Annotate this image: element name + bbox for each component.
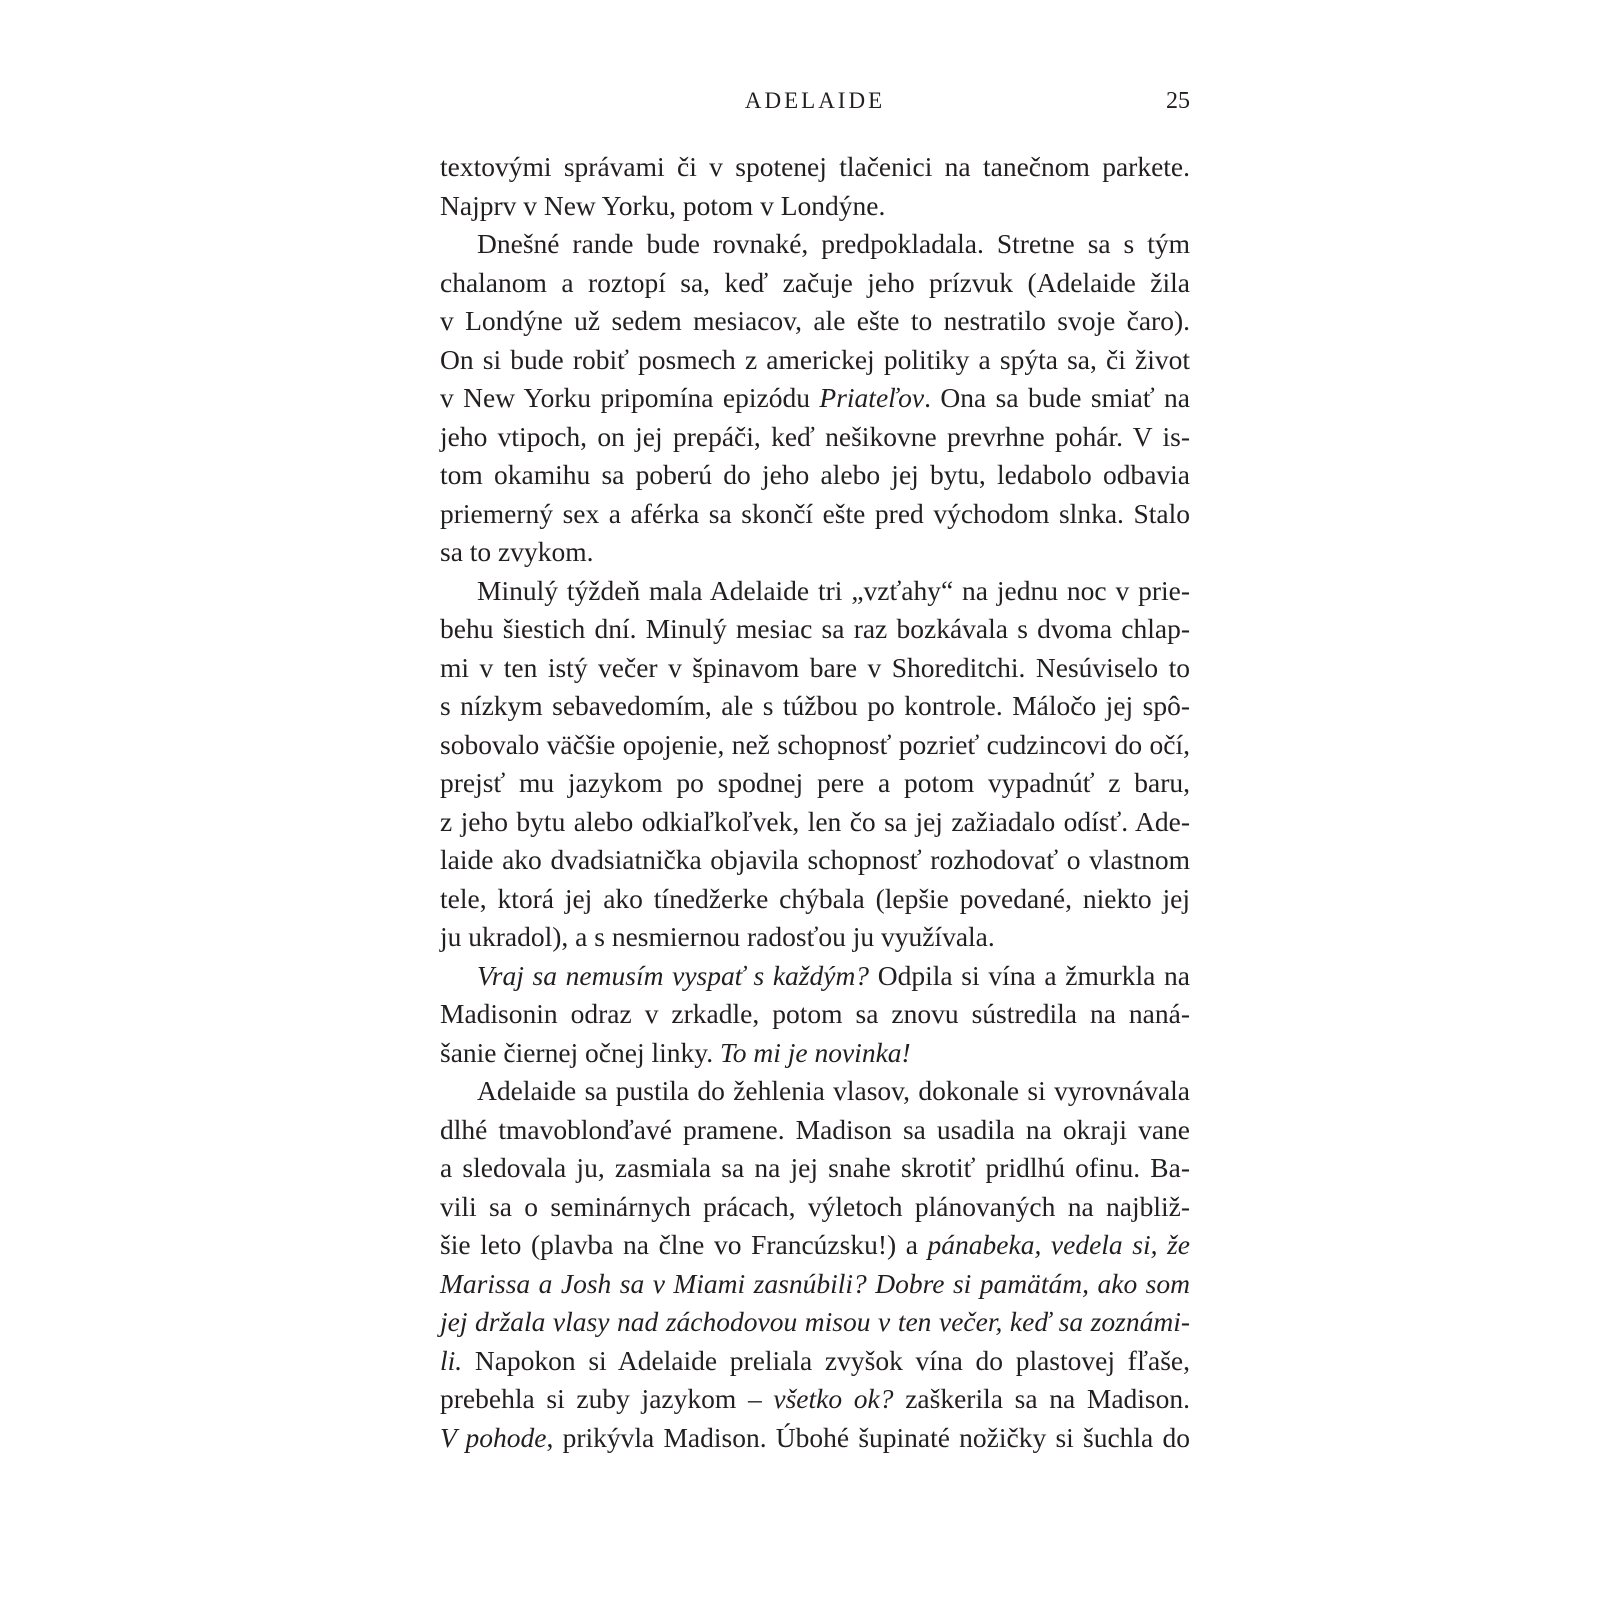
text-run: s nízkym sebavedomím, ale s túžbou po kontrole. Máločo jej spô- [440, 690, 1190, 721]
text-line [440, 1226, 1190, 1265]
text-run: ju ukradol), a s nesmiernou radosťou ju využívala. [440, 921, 995, 952]
text-line [440, 995, 1190, 1034]
text-line [440, 1419, 1190, 1458]
text-run: behu šiestich dní. Minulý mesiac sa raz bozkávala s dvoma chlap- [440, 613, 1190, 644]
text-line [440, 610, 1190, 649]
text-run: Napokon si Adelaide preliala zvyšok vína do plastovej fľaše, [462, 1344, 1190, 1376]
italic-text: pánabeka, vedela si, že [927, 1229, 1190, 1260]
text-line [440, 456, 1190, 495]
italic-text: Marissa a Josh sa v Miami zasnúbili? Dobre si pamätám, ako som [440, 1267, 1190, 1299]
text-run: z jeho bytu alebo odkiaľkoľvek, len čo sa jej zažiadalo odísť. Ade- [440, 805, 1190, 837]
italic-text: jej držala vlasy nad záchodovou misou v ten večer, keď sa zoznámi- [440, 1306, 1190, 1337]
italic-text: To mi je novinka! [719, 1036, 911, 1068]
italic-text: Priateľov [819, 382, 925, 413]
text-line [440, 187, 1190, 226]
text-line [440, 533, 1190, 572]
text-run: chalanom a roztopí sa, keď začuje jeho prízvuk (Adelaide žila [440, 266, 1190, 298]
text-line [440, 1072, 1190, 1111]
text-run: jeho vtipoch, on jej prepáči, keď nešikovne prevrhne pohár. V is- [440, 420, 1190, 452]
text-line [440, 1265, 1190, 1304]
text-run: Madisonin odraz v zrkadle, potom sa znovu sústredila na naná- [440, 998, 1190, 1029]
text-run: prejsť mu jazykom po spodnej pere a potom vypadnúť z baru, [440, 767, 1190, 798]
text-run: tele, ktorá jej ako tínedžerke chýbala (lepšie povedané, niekto jej [440, 882, 1190, 914]
text-run: sa to zvykom. [440, 536, 594, 567]
text-run: . Ona sa bude smiať na [924, 382, 1190, 413]
text-run: sobovalo väčšie opojenie, než schopnosť pozrieť cudzincovi do očí, [440, 728, 1190, 760]
text-run: tom okamihu sa poberú do jeho alebo jej bytu, ledabolo odbavia [440, 459, 1190, 490]
text-line [440, 1380, 1190, 1419]
text-run: On si bude robiť posmech z americkej politiky a spýta sa, či život [440, 343, 1190, 375]
italic-text: li. [440, 1344, 463, 1376]
text-run: šie leto (plavba na člne vo Francúzsku!) a [440, 1229, 928, 1260]
text-run: zaškerila sa na Madison. [893, 1383, 1191, 1414]
text-run: Dnešné rande bude rovnaké, predpokladala. Stretne sa s tým [477, 228, 1190, 259]
text-line [440, 302, 1190, 341]
text-run: priemerný sex a aférka sa skončí ešte pred východom slnka. Stalo [440, 497, 1190, 529]
page-number: 25 [1166, 88, 1190, 114]
text-line [440, 225, 1190, 264]
text-run: Adelaide sa pustila do žehlenia vlasov, dokonale si vyrovnávala [477, 1075, 1190, 1106]
text-line [440, 1303, 1190, 1342]
text-run: laide ako dvadsiatnička objavila schopnosť rozhodovať o vlastnom [440, 844, 1190, 875]
text-line [440, 764, 1190, 803]
text-line [440, 264, 1190, 303]
text-run: vili sa o seminárnych prácach, výletoch plánovaných na najbliž- [440, 1190, 1190, 1222]
text-line [440, 1188, 1190, 1227]
text-line [440, 726, 1190, 765]
text-run: , prikývla Madison. Úbohé šupinaté nožičky si šuchla do [546, 1421, 1190, 1453]
text-run: textovými správami či v spotenej tlačenici na tanečnom parkete. [440, 151, 1190, 182]
text-line [440, 803, 1190, 842]
text-line [440, 918, 1190, 957]
running-head [440, 88, 1190, 128]
text-run: v Londýne už sedem mesiacov, ale ešte to nestratilo svoje čaro). [440, 305, 1190, 336]
running-title: ADELAIDE [744, 88, 886, 113]
text-line [440, 1342, 1190, 1381]
italic-text: všetko ok? [773, 1383, 894, 1414]
text-line [440, 1149, 1190, 1188]
text-run: Najprv v New Yorku, potom v Londýne. [440, 189, 886, 221]
text-run: a sledovala ju, zasmiala sa na jej snahe skrotiť pridlhú ofinu. Ba- [440, 1152, 1190, 1183]
text-run: mi v ten istý večer v špinavom bare v Shoreditchi. Nesúviselo to [440, 651, 1190, 683]
text-line [440, 687, 1190, 726]
text-line [440, 418, 1190, 457]
text-line [440, 841, 1190, 880]
text-run: v New Yorku pripomína epizódu [440, 382, 820, 413]
text-line [440, 572, 1190, 611]
text-line [440, 1034, 1190, 1073]
text-line [440, 957, 1190, 996]
text-line [440, 649, 1190, 688]
italic-text: V pohode [440, 1421, 547, 1453]
text-run: Odpila si vína a žmurkla na [869, 959, 1190, 991]
text-line [440, 341, 1190, 380]
text-run: šanie čiernej očnej linky. [440, 1036, 720, 1068]
text-run: prebehla si zuby jazykom – [440, 1383, 774, 1414]
text-line [440, 148, 1190, 187]
text-run: dlhé tmavoblonďavé pramene. Madison sa usadila na okraji vane [440, 1113, 1190, 1145]
text-line [440, 379, 1190, 418]
body-text [440, 148, 1190, 1457]
text-run: Minulý týždeň mala Adelaide tri „vzťahy“ na jednu noc v prie- [477, 574, 1190, 606]
italic-text: Vraj sa nemusím vyspať s každým? [477, 959, 870, 991]
text-line [440, 1111, 1190, 1150]
text-line [440, 495, 1190, 534]
text-line [440, 880, 1190, 919]
